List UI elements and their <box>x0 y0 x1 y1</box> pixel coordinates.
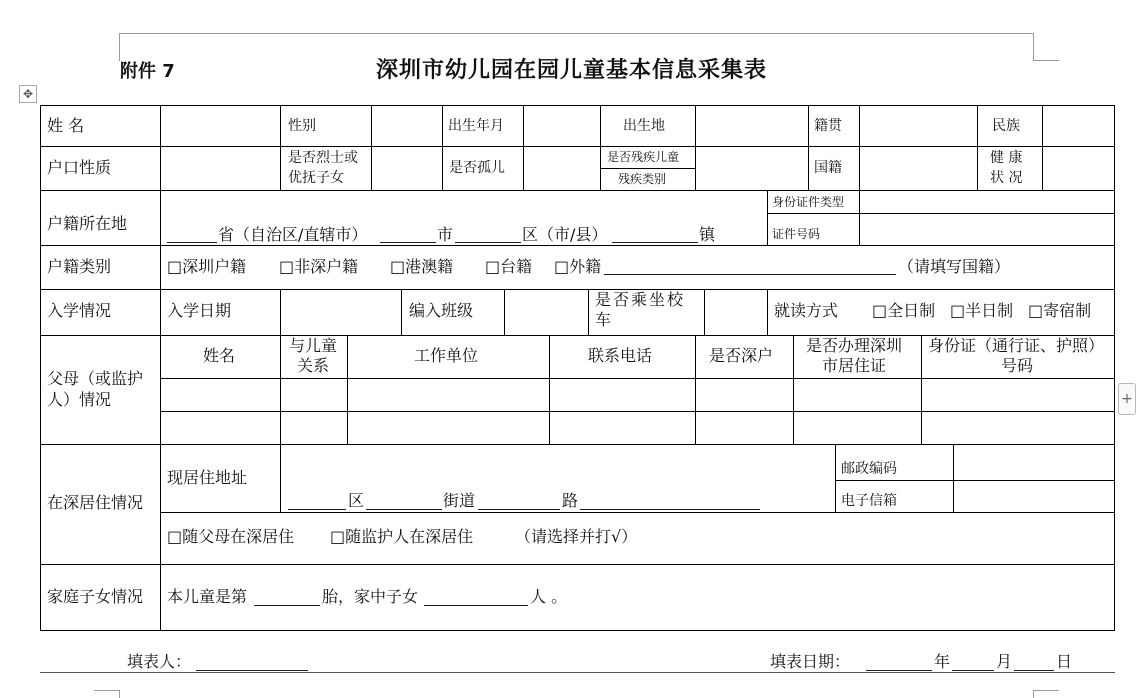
health-label-2: 状 况 <box>990 170 1023 186</box>
row-line <box>40 190 1115 191</box>
shenzhen-hukou-header: 是否深户 <box>709 346 774 365</box>
day-blank[interactable] <box>1014 670 1054 671</box>
option-non-shenzhen-hukou[interactable]: □非深户籍 <box>279 257 359 276</box>
phone-header: 联系电话 <box>588 346 653 365</box>
crop-mark <box>94 690 120 691</box>
cell-split <box>835 480 1115 481</box>
nationality-note: （请填写国籍） <box>898 257 1011 276</box>
move-handle-icon[interactable]: ✥ <box>19 85 37 103</box>
col-line <box>523 105 524 191</box>
school-bus-label-1: 是否乘坐校 <box>595 290 686 309</box>
residence-label: 在深居住情况 <box>47 493 144 512</box>
row-line <box>40 564 1115 565</box>
cell-split <box>600 168 696 169</box>
col-line <box>504 289 505 336</box>
relation-header-2: 关系 <box>297 356 330 375</box>
col-line <box>280 289 281 336</box>
option-hk-macau[interactable]: □港澳籍 <box>390 257 454 276</box>
crop-mark <box>1033 690 1034 698</box>
town-text: 镇 <box>699 225 716 244</box>
residence-permit-header-1: 是否办理深圳 <box>806 336 903 355</box>
col-line <box>401 289 402 336</box>
city-text: 市 <box>437 225 454 244</box>
school-bus-label-2: 车 <box>595 310 612 329</box>
col-line <box>280 105 281 191</box>
district-text: 区（市/县） <box>522 225 608 244</box>
cell-split <box>767 213 1115 214</box>
hukou-location-label: 户籍所在地 <box>47 214 128 233</box>
option-live-with-parents[interactable]: □随父母在深居住 <box>167 527 295 546</box>
row-line <box>160 378 1115 379</box>
children-count-text: 胎，家中子女 <box>322 587 419 606</box>
birthplace-label: 出生地 <box>623 118 665 134</box>
table-border-left <box>40 105 41 631</box>
res-number-blank[interactable] <box>580 509 760 510</box>
col-line <box>953 444 954 512</box>
col-line <box>767 289 768 336</box>
col-line <box>549 335 550 445</box>
option-full-day[interactable]: □全日制 <box>872 301 936 320</box>
crop-mark <box>1033 33 1034 61</box>
row-line <box>40 146 1115 147</box>
residence-permit-header-2: 市居住证 <box>822 356 887 375</box>
city-blank[interactable] <box>380 242 436 243</box>
filler-blank[interactable] <box>196 670 308 671</box>
martyr-label-1: 是否烈士或 <box>288 150 358 166</box>
orphan-label: 是否孤儿 <box>449 160 505 176</box>
study-mode-label: 就读方式 <box>774 301 839 320</box>
hukou-nature-label: 户口性质 <box>47 158 112 177</box>
family-label: 家庭子女情况 <box>47 587 144 606</box>
crop-mark <box>1033 690 1059 691</box>
row-line <box>160 411 1115 412</box>
col-line <box>767 190 768 246</box>
table-border-right <box>1114 105 1115 631</box>
town-blank[interactable] <box>612 242 698 243</box>
class-label: 编入班级 <box>409 301 474 320</box>
col-line <box>1042 105 1043 191</box>
nationality-blank[interactable] <box>604 274 896 275</box>
enroll-date-label: 入学日期 <box>167 301 232 320</box>
disabled-label: 是否残疾儿童 <box>607 150 680 164</box>
id-card-header-2: 号码 <box>1001 356 1034 375</box>
month-text: 月 <box>996 652 1013 671</box>
parents-label-1: 父母（或监护 <box>47 369 144 388</box>
res-street-text: 街道 <box>443 491 476 510</box>
col-line <box>921 335 922 445</box>
attachment-label: 附件 7 <box>120 61 175 82</box>
crop-mark <box>1033 60 1059 61</box>
res-street-blank[interactable] <box>366 509 442 510</box>
page-title: 深圳市幼儿园在园儿童基本信息采集表 <box>376 58 768 83</box>
col-line <box>600 105 601 191</box>
res-road-text: 路 <box>562 491 579 510</box>
province-blank[interactable] <box>167 242 217 243</box>
residence-note: （请选择并打√） <box>515 527 638 546</box>
birth-label: 出生年月 <box>448 118 504 134</box>
res-road-blank[interactable] <box>478 509 560 510</box>
col-line <box>793 335 794 445</box>
table-border-bottom <box>40 630 1115 631</box>
birth-order-blank[interactable] <box>254 605 320 606</box>
option-taiwan[interactable]: □台籍 <box>485 257 533 276</box>
col-line <box>442 105 443 191</box>
postcode-label: 邮政编码 <box>841 461 897 477</box>
col-line <box>280 444 281 512</box>
col-line <box>808 105 809 191</box>
fill-date-label: 填表日期： <box>770 652 851 671</box>
footer-line <box>40 672 1115 673</box>
email-label: 电子信箱 <box>841 493 897 509</box>
plus-icon[interactable]: + <box>1118 383 1136 415</box>
parents-label-2: 人）情况 <box>47 390 112 409</box>
row-line <box>40 245 1115 246</box>
col-line <box>695 335 696 445</box>
row-line <box>160 512 1115 513</box>
parent-name-header: 姓名 <box>203 346 236 365</box>
res-district-blank[interactable] <box>288 509 346 510</box>
label-col-line <box>160 105 161 631</box>
col-line <box>859 190 860 246</box>
id-card-header-1: 身份证（通行证、护照） <box>928 336 1105 355</box>
col-line <box>695 105 696 191</box>
id-number-label: 证件号码 <box>772 227 821 241</box>
year-text: 年 <box>934 652 951 671</box>
col-line <box>588 289 589 336</box>
year-blank[interactable] <box>866 670 932 671</box>
name-label: 姓 名 <box>47 116 85 135</box>
col-line <box>859 105 860 191</box>
id-type-label: 身份证件类型 <box>772 195 845 209</box>
option-foreign[interactable]: □外籍 <box>554 257 602 276</box>
children-unit-text: 人 。 <box>530 587 568 606</box>
nationality-label: 国籍 <box>814 160 842 176</box>
col-line <box>704 289 705 336</box>
option-shenzhen-hukou[interactable]: □深圳户籍 <box>167 257 247 276</box>
martyr-label-2: 优抚子女 <box>288 170 344 186</box>
workplace-header: 工作单位 <box>414 346 479 365</box>
gender-label: 性别 <box>288 118 316 134</box>
district-blank[interactable] <box>455 242 521 243</box>
enrollment-label: 入学情况 <box>47 301 112 320</box>
col-line <box>347 335 348 445</box>
option-half-day[interactable]: □半日制 <box>950 301 1014 320</box>
children-count-blank[interactable] <box>424 605 528 606</box>
month-blank[interactable] <box>952 670 994 671</box>
ethnicity-label: 民族 <box>992 118 1020 134</box>
birth-order-text: 本儿童是第 <box>167 587 248 606</box>
table-border-top <box>40 105 1115 106</box>
province-text: 省（自治区/直辖市） <box>218 225 368 244</box>
col-line <box>977 105 978 191</box>
current-address-label: 现居住地址 <box>167 468 248 487</box>
option-live-with-guardian[interactable]: □随监护人在深居住 <box>330 527 474 546</box>
native-place-label: 籍贯 <box>814 118 842 134</box>
crop-mark <box>119 690 120 698</box>
day-text: 日 <box>1056 652 1073 671</box>
health-label-1: 健 康 <box>990 150 1023 166</box>
col-line <box>280 335 281 445</box>
crop-mark <box>119 33 1033 34</box>
option-boarding[interactable]: □寄宿制 <box>1028 301 1092 320</box>
col-line <box>371 105 372 191</box>
col-line <box>835 444 836 512</box>
relation-header-1: 与儿童 <box>289 336 338 355</box>
row-line <box>40 289 1115 290</box>
crop-mark <box>119 33 120 61</box>
disability-type-label: 残疾类别 <box>618 172 667 186</box>
res-district-text: 区 <box>348 491 365 510</box>
hukou-category-label: 户籍类别 <box>47 257 112 276</box>
filler-label: 填表人： <box>127 652 192 671</box>
